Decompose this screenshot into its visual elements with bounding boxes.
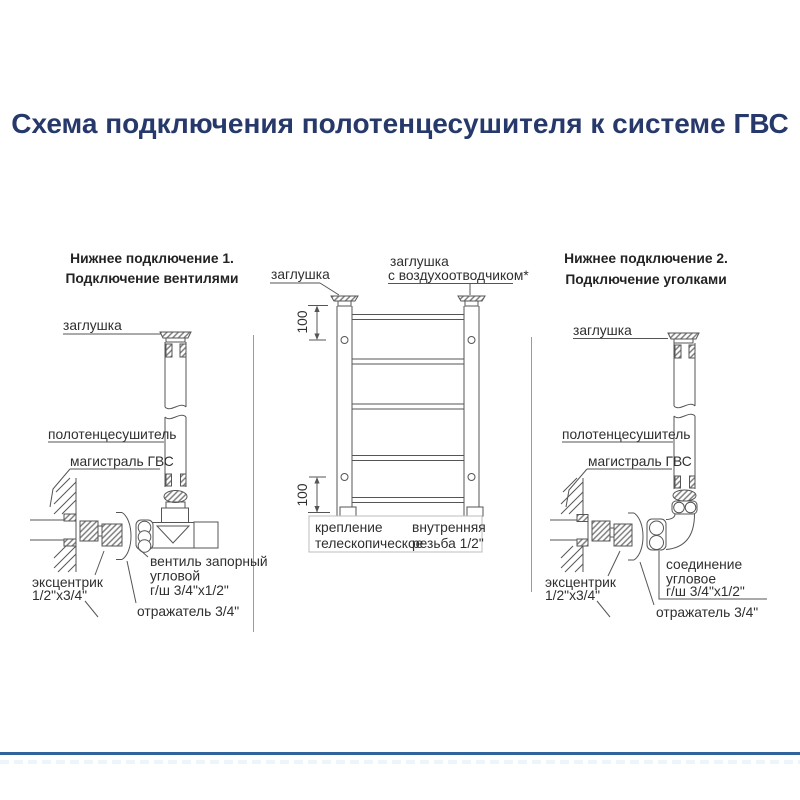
supply-pipe <box>30 514 76 546</box>
label-valve-3: г/ш 3/4"x1/2" <box>150 583 229 598</box>
right-heading-1: Нижнее подключение 2. <box>564 251 728 266</box>
mount-points <box>340 337 483 517</box>
label-valve-2: угловой <box>150 568 201 584</box>
label-elbow-3: г/ш 3/4"x1/2" <box>666 584 745 599</box>
dim-100-bottom: 100 <box>295 483 310 507</box>
coupling-fitting <box>614 524 632 546</box>
label-hws-main-right: магистраль ГВС <box>588 454 692 469</box>
dim-100-top: 100 <box>295 310 310 334</box>
ladder-pipes <box>337 306 479 516</box>
label-towel-rail-left: полотенцесушитель <box>48 427 177 442</box>
angle-valve <box>136 491 218 553</box>
page-title: Схема подключения полотенцесушителя к системе ГВС <box>11 108 789 139</box>
plug-cap-icon <box>160 332 191 342</box>
label-plug-center: заглушка <box>271 267 330 282</box>
label-reflector-left: отражатель 3/4" <box>137 604 240 619</box>
footer-watermark-strip <box>0 760 800 764</box>
right-diagram <box>545 251 767 620</box>
air-vent-cap-icon <box>458 296 485 306</box>
eccentric-fitting <box>592 521 610 541</box>
wall-hatch <box>54 478 76 572</box>
dimension-bottom <box>295 477 330 513</box>
ladder-rungs <box>352 315 464 503</box>
label-hws-main-left: магистраль ГВС <box>70 454 174 469</box>
label-eccentric-right-2: 1/2"x3/4" <box>545 588 601 603</box>
eccentric-fitting <box>80 521 98 541</box>
dimension-top <box>295 306 328 341</box>
wall-hatch <box>561 478 583 572</box>
label-thread-1: внутренняя <box>412 520 486 535</box>
right-heading-2: Подключение уголками <box>565 272 727 287</box>
label-air-vent-plug-1: заглушка <box>390 254 449 269</box>
label-valve-1: вентиль запорный <box>150 554 268 569</box>
left-heading-1: Нижнее подключение 1. <box>70 251 234 266</box>
elbow-fitting <box>647 490 697 550</box>
coupling-fitting <box>102 524 122 546</box>
label-reflector-right: отражатель 3/4" <box>656 605 759 620</box>
label-bracket-1: крепление <box>315 520 383 535</box>
label-plug-right: заглушка <box>573 323 632 338</box>
label-air-vent-plug-2: с воздухоотводчиком* <box>388 268 529 283</box>
left-heading-2: Подключение вентилями <box>65 271 239 286</box>
label-eccentric-right-1: эксцентрик <box>545 575 616 590</box>
plug-cap-icon <box>668 333 699 343</box>
label-thread-2: резьба 1/2" <box>412 536 484 551</box>
label-bracket-2: телескопическое <box>315 536 424 551</box>
label-eccentric-left-2: 1/2"x3/4" <box>32 588 88 603</box>
footer-rule <box>0 752 800 755</box>
label-plug-left: заглушка <box>63 318 122 333</box>
plug-cap-icon <box>331 296 358 306</box>
label-elbow-2: угловое <box>666 571 717 587</box>
label-eccentric-left-1: эксцентрик <box>32 575 103 590</box>
supply-pipe <box>550 514 588 546</box>
label-elbow-1: соединение <box>666 557 743 572</box>
center-diagram <box>270 254 529 552</box>
left-diagram <box>30 251 268 619</box>
label-towel-rail-right: полотенцесушитель <box>562 427 691 442</box>
